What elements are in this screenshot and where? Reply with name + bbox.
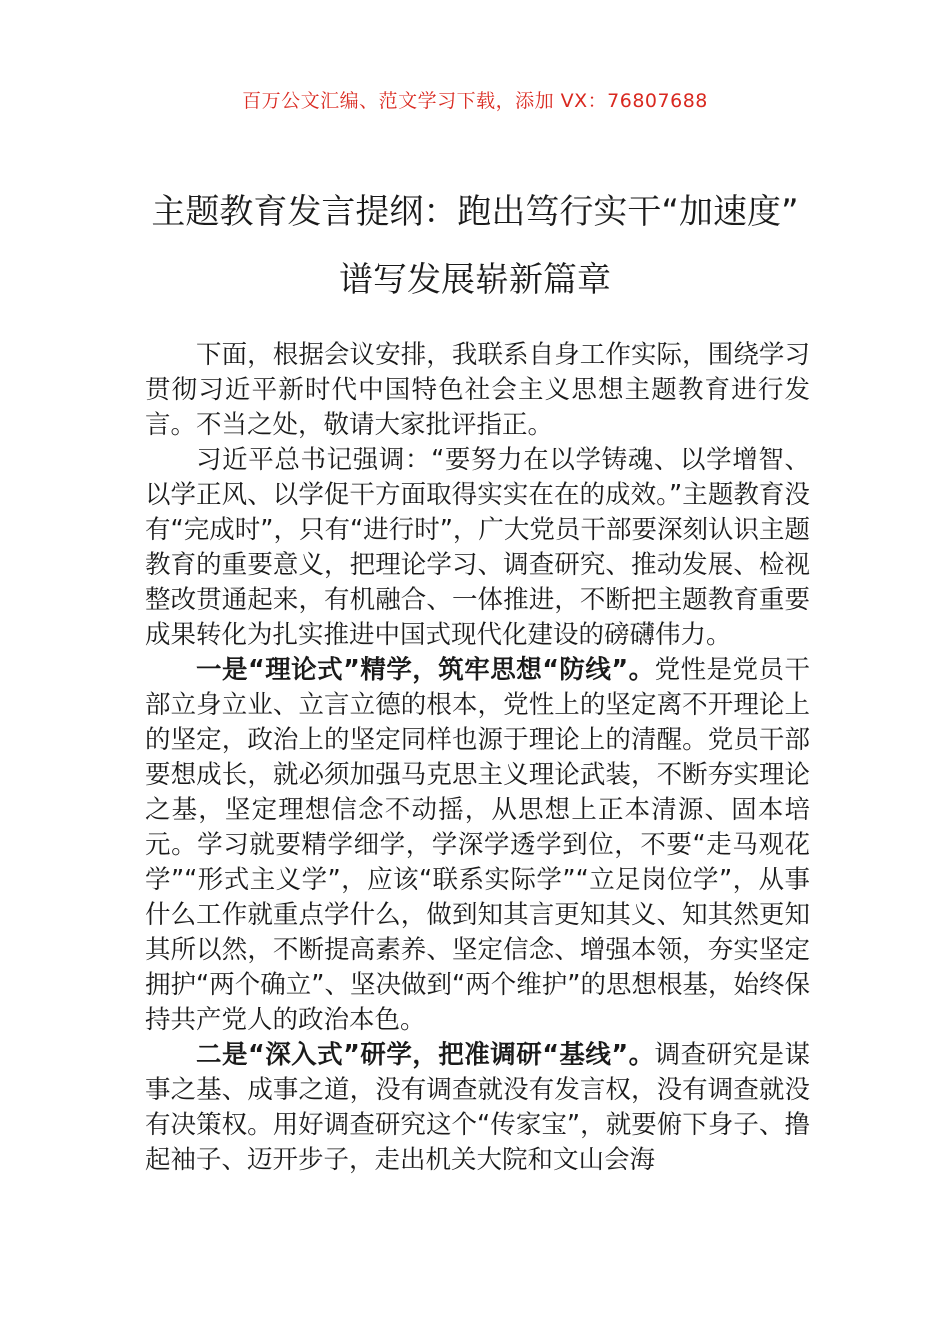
paragraph [145, 1038, 810, 1178]
paragraph-lead: 二是“深入式”研学，把准调研“基线”。 [196, 1040, 655, 1070]
paragraph-text: 调查研究是谋事之基、成事之道，没有调查就没有发言权，没有调查就没有决策权。用好调查研究这个“传家宝”，就要俯下身子、撸起袖子、迈开步子，走出机关大院和文山会海 [145, 1040, 810, 1175]
paragraph-text: 习近平总书记强调：“要努力在以学铸魂、以学增智、以学正风、以学促干方面取得实实在在的成效。”主题教育没有“完成时”，只有“进行时”，广大党员干部要深刻认识主题教育的重要意义，把理论学习、调查研究、推动发展、检视整改贯通起来，有机融合、一体推进，不断把主题教育重要成果转化为扎实推进中国式现代化建设的磅礴伟力。 [145, 445, 810, 650]
paragraph-text: 党性是党员干部立身立业、立言立德的根本，党性上的坚定离不开理论上的坚定，政治上的坚定同样也源于理论上的清醒。党员干部要想成长，就必须加强马克思主义理论武装，不断夯实理论之基，坚定理想信念不动摇，从思想上正本清源、固本培元。学习就要精学细学，学深学透学到位，不要“走马观花学”“形式主义学”，应该“联系实际学”“立足岗位学”，从事什么工作就重点学什么，做到知其言更知其义、知其然更知其所以然，不断提高素养、坚定信念、增强本领，夯实坚定拥护“两个确立”、坚决做到“两个维护”的思想根基，始终保持共产党人的政治本色。 [145, 655, 810, 1035]
paragraph-lead: 一是“理论式”精学，筑牢思想“防线”。 [196, 655, 655, 685]
document-body [145, 338, 810, 1178]
paragraph [145, 443, 810, 653]
paragraph-text: 下面，根据会议安排，我联系自身工作实际，围绕学习贯彻习近平新时代中国特色社会主义思想主题教育进行发言。不当之处，敬请大家批评指正。 [145, 340, 810, 440]
watermark-header-note: 百万公文汇编、范文学习下载，添加 VX：76807688 [242, 90, 708, 112]
paragraph [145, 653, 810, 1038]
paragraph [145, 338, 810, 443]
document-title: 主题教育发言提纲：跑出笃行实干“加速度” 谱写发展崭新篇章 [151, 192, 799, 300]
